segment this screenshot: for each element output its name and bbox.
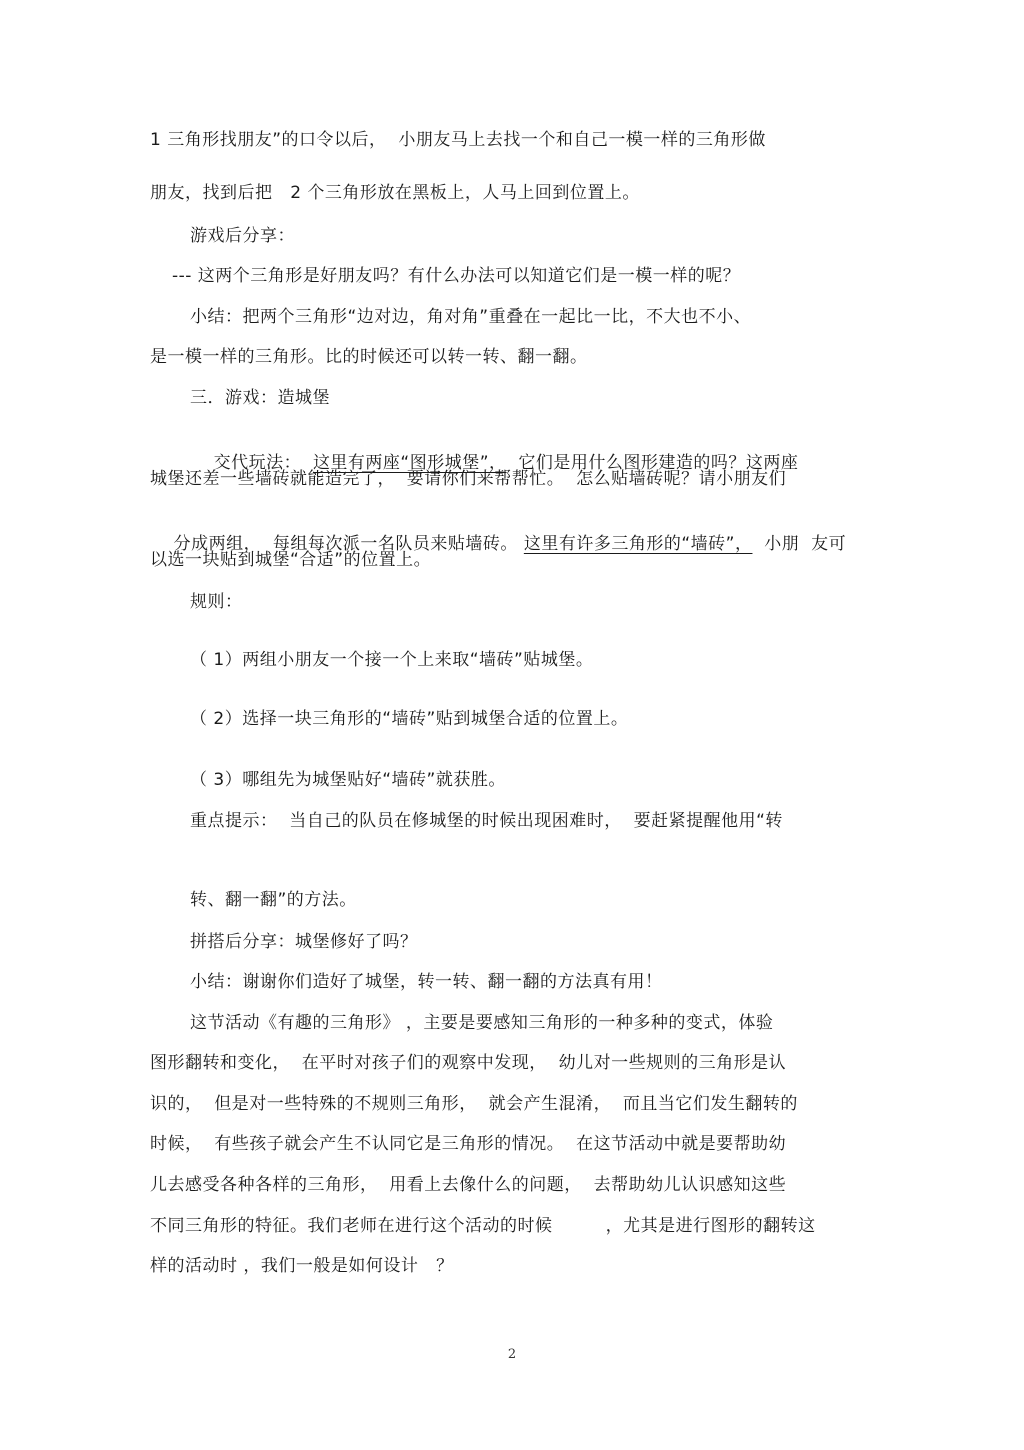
- text-line: 这节活动《有趣的三角形》 ，主要是要感知三角形的一种多种的变式，体验: [190, 1013, 774, 1033]
- text-line: 转、翻一翻”的方法。: [190, 890, 357, 910]
- text-line: 不同三角形的特征。我们老师在进行这个活动的时候 ，尤其是进行图形的翻转这: [150, 1216, 816, 1236]
- rule-item: （ 2）选择一块三角形的“墙砖”贴到城堡合适的位置上。: [190, 709, 629, 729]
- text-line: 重点提示： 当自己的队员在修城堡的时候出现困难时， 要赶紧提醒他用“转: [190, 811, 783, 831]
- text-span: 它们是用什么图形建造的吗？这两座: [506, 453, 799, 473]
- text-line: 拼搭后分享：城堡修好了吗？: [190, 932, 418, 952]
- text-line: 小结：谢谢你们造好了城堡，转一转、翻一翻的方法真有用！: [190, 972, 663, 992]
- underlined-text: 这里有两座“图形城堡”，: [312, 453, 507, 473]
- text-line: --- 这两个三角形是好朋友吗？有什么办法可以知道它们是一模一样的呢？: [172, 266, 741, 286]
- rule-item: （ 3）哪组先为城堡贴好“墙砖”就获胜。: [190, 770, 506, 790]
- underlined-text: 这里有许多三角形的“墙砖”，: [523, 534, 753, 554]
- text-line: 时候， 有些孩子就会产生不认同它是三角形的情况。 在这节活动中就是要帮助幼: [150, 1134, 787, 1154]
- text-line: 图形翻转和变化， 在平时对孩子们的观察中发现， 幼儿对一些规则的三角形是认: [150, 1053, 787, 1073]
- text-line: 规则：: [190, 592, 243, 612]
- text-line: 儿去感受各种各样的三角形， 用看上去像什么的问题， 去帮助幼儿认识感知这些: [150, 1175, 787, 1195]
- text-line: 是一模一样的三角形。比的时候还可以转一转、翻一翻。: [150, 347, 588, 367]
- text-line: 朋友，找到后把 2 个三角形放在黑板上，人马上回到位置上。: [150, 183, 640, 203]
- text-line: 以选一块贴到城堡“合适”的位置上。: [150, 550, 432, 570]
- text-span: 分成两组， 每组每次派一名队员来贴墙砖。: [173, 534, 524, 554]
- text-line: 小结：把两个三角形“边对边，角对角”重叠在一起比一比，不大也不小、: [190, 307, 752, 327]
- page-number: 2: [507, 1347, 517, 1362]
- text-line: 城堡还差一些墙砖就能造完了， 要请你们来帮帮忙。 怎么贴墙砖呢？请小朋友们: [150, 469, 787, 489]
- text-line: 1 三角形找朋友”的口令以后， 小朋友马上去找一个和自己一模一样的三角形做: [150, 130, 766, 150]
- section-heading: 三．游戏：造城堡: [190, 388, 330, 408]
- text-line: 游戏后分享：: [190, 226, 295, 246]
- text-span: 小朋 友可: [752, 534, 847, 554]
- text-line: 样的活动时 ，我们一般是如何设计 ？: [150, 1256, 454, 1276]
- rule-item: （ 1）两组小朋友一个接一个上来取“墙砖”贴城堡。: [190, 650, 594, 670]
- label-text: 交代玩法：: [213, 453, 302, 473]
- text-line: 识的， 但是对一些特殊的不规则三角形， 就会产生混淆， 而且当它们发生翻转的: [150, 1094, 798, 1114]
